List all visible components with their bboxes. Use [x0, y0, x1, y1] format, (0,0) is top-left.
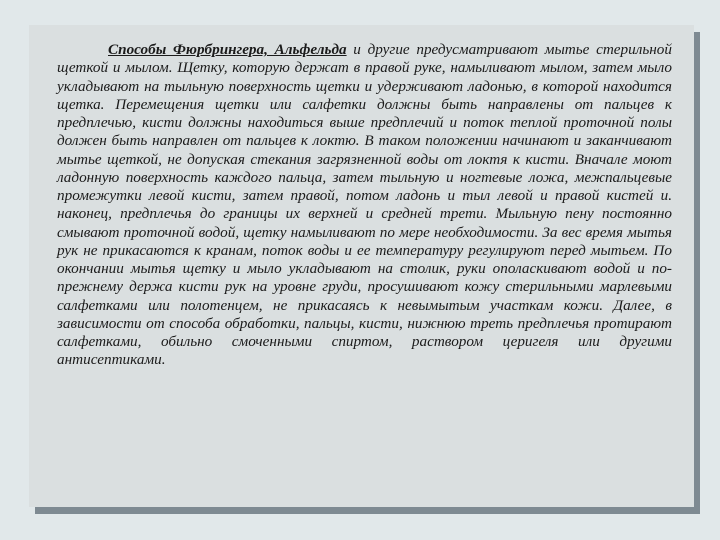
text-panel: [29, 25, 694, 507]
body-text: и другие предусматривают мытье стерильной щеткой и мылом. Щетку, которую держат в правой руке, намыливают мылом, затем мыло укладывают на тыльную поверхность щетки и удерживают ладонью, в которой находится щетка. Перемещения щетки или салфетки должны быть направлены от пальцев к предплечью, кисти должны находиться выше предплечий и поток теплой проточной полы должен быть направлен от пальцев к локтю. В таком положении начинают и заканчивают мытье щеткой, не допуская стекания загрязненной воды от локтя к кисти. Вначале моют ладонную поверхность каждого пальца, затем тыльную и ногтевые ложа, межпальцевые промежутки левой кисти, затем правой, потом ладонь и тыл левой и правой кистей и. наконец, предплечья до границы их верхней и средней трети. Мыльную пену постоянно смывают проточной водой, щетку намыливают по мере необходимости. За вес время мытья рук не прикасаются к кранам, поток воды и ее температуру регулируют перед мытьем. По окончании мытья щетку и мыло укладывают на столик, руки ополаскивают водой и по-прежнему держа кисти рук на уровне груди, просушивают кожу стерильными марлевыми салфетками или полотенцем, не прикасаясь к невымытым участкам кожи. Далее, в зависимости от способа обработки, пальцы, кисти, нижнюю треть предплечья протирают салфетками, обильно смоченными спиртом, раствором церигеля или другими антисептиками.: [57, 41, 672, 369]
lead-heading: Способы Фюрбрингера, Альфельда: [108, 41, 347, 58]
paragraph: [57, 41, 672, 370]
